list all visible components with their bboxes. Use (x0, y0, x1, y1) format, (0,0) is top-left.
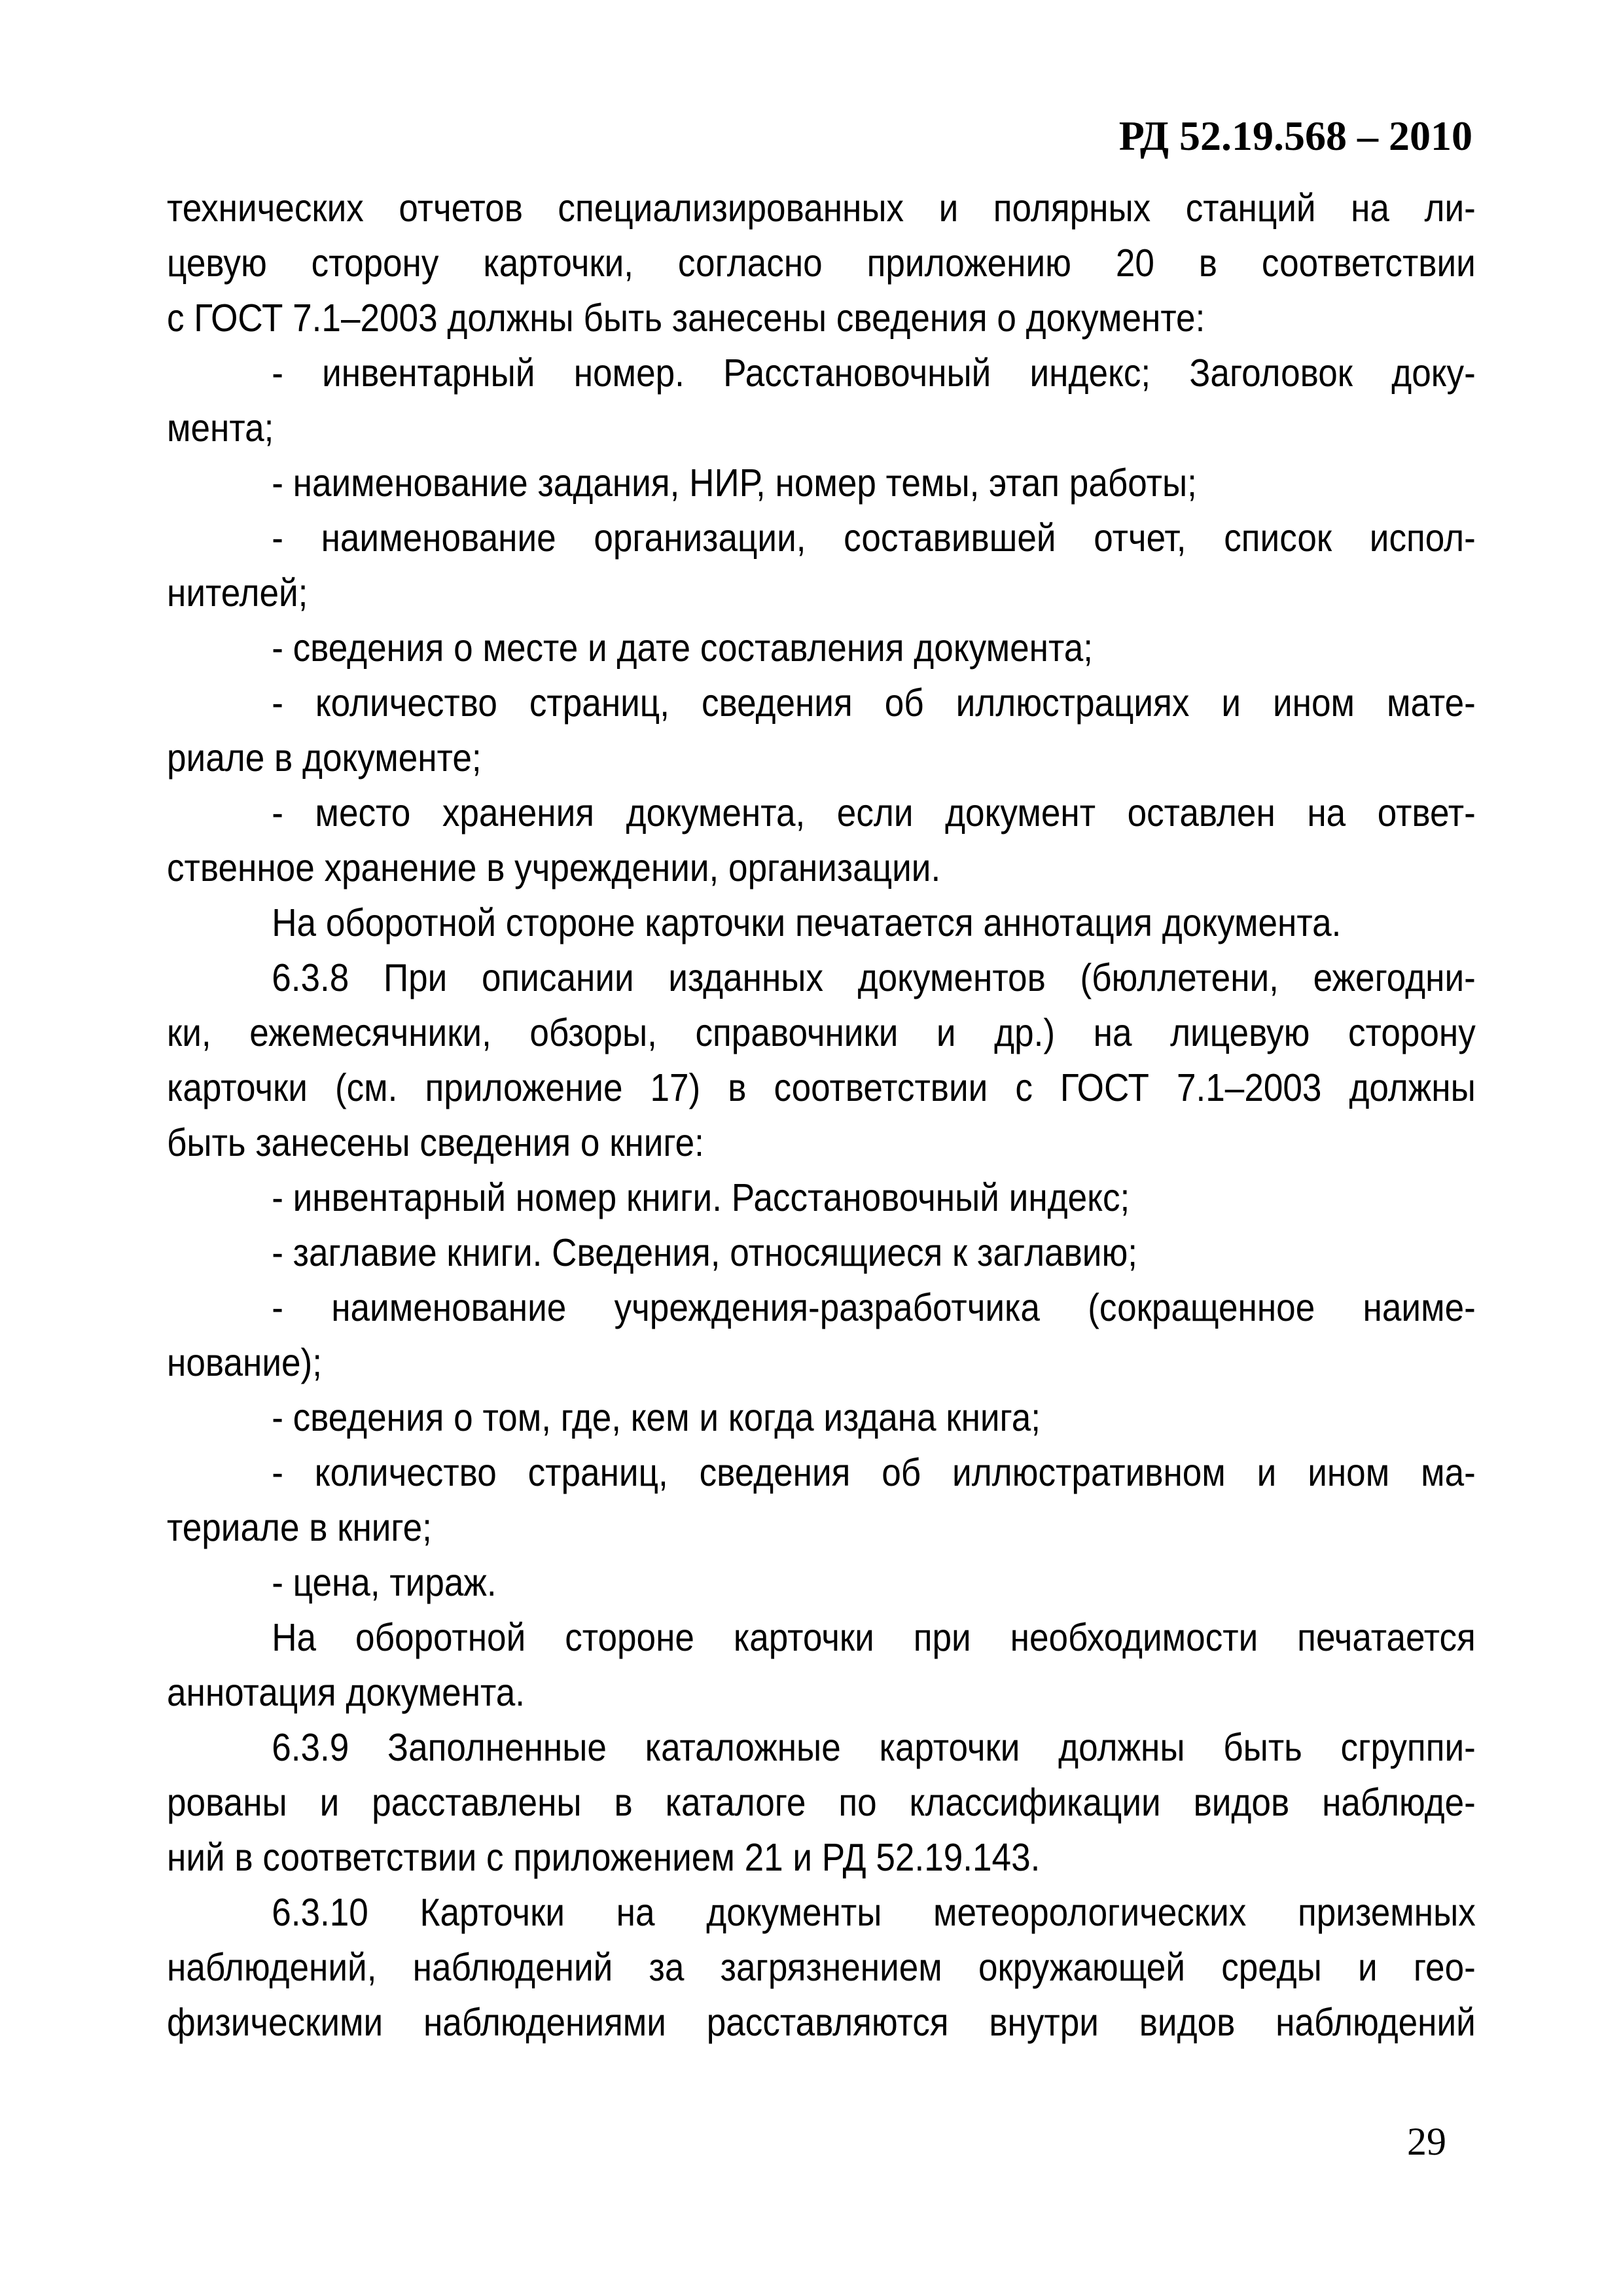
page-number: 29 (1407, 2120, 1446, 2163)
paragraph (167, 1170, 1476, 1225)
document-code-header: РД 52.19.568 – 2010 (1118, 113, 1472, 159)
paragraph-line: наблюдений, наблюдений за загрязнением окружающей среды и гео- (167, 1946, 1476, 1989)
paragraph-line: - количество страниц, сведения об иллюстративном и ином ма- (272, 1451, 1476, 1494)
paragraph-line: рованы и расставлены в каталоге по классификации видов наблюде- (167, 1781, 1476, 1824)
paragraph (167, 1610, 1476, 1720)
paragraph-line: технических отчетов специализированных и полярных станций на ли- (167, 187, 1476, 230)
paragraph-line: быть занесены сведения о книге: (167, 1121, 704, 1164)
paragraph (167, 511, 1476, 620)
paragraph-line: На оборотной стороне карточки печатается аннотация документа. (272, 901, 1342, 944)
paragraph-line: 6.3.8 При описании изданных документов (бюллетени, ежегодни- (272, 956, 1476, 999)
paragraph (167, 675, 1476, 785)
paragraph (167, 895, 1476, 950)
paragraph (167, 1280, 1476, 1390)
document-body (167, 181, 1476, 2050)
paragraph (167, 456, 1476, 511)
paragraph (167, 1720, 1476, 1885)
paragraph-line: - наименование организации, составившей отчет, список испол- (272, 516, 1476, 560)
paragraph (167, 346, 1476, 456)
paragraph-line: ки, ежемесячники, обзоры, справочники и др.) на лицевую сторону (167, 1011, 1476, 1054)
paragraph-line: нителей; (167, 571, 308, 615)
paragraph (167, 950, 1476, 1170)
paragraph (167, 785, 1476, 895)
paragraph (167, 620, 1476, 675)
paragraph (167, 1555, 1476, 1610)
paragraph-line: ственное хранение в учреждении, организации. (167, 846, 941, 889)
paragraph-line: физическими наблюдениями расставляются внутри видов наблюдений (167, 2001, 1476, 2044)
paragraph-line: 6.3.9 Заполненные каталожные карточки должны быть сгруппи- (272, 1726, 1476, 1769)
paragraph-line: териале в книге; (167, 1506, 432, 1549)
paragraph-line: - наименование учреждения-разработчика (сокращенное наиме- (272, 1286, 1476, 1329)
paragraph-line: с ГОСТ 7.1–2003 должны быть занесены сведения о документе: (167, 296, 1205, 340)
paragraph-line: ний в соответствии с приложением 21 и РД 52.19.143. (167, 1836, 1041, 1879)
paragraph-line: 6.3.10 Карточки на документы метеорологических приземных (272, 1891, 1476, 1934)
paragraph-line: - инвентарный номер книги. Расстановочный индекс; (272, 1176, 1130, 1219)
paragraph-line: - сведения о том, где, кем и когда издана книга; (272, 1396, 1041, 1439)
paragraph-line: - наименование задания, НИР, номер темы, этап работы; (272, 461, 1197, 505)
paragraph-line: нование); (167, 1341, 322, 1384)
paragraph-line: - место хранения документа, если документ оставлен на ответ- (272, 791, 1476, 834)
paragraph-line: карточки (см. приложение 17) в соответствии с ГОСТ 7.1–2003 должны (167, 1066, 1476, 1109)
paragraph-line: На оборотной стороне карточки при необходимости печатается (272, 1616, 1476, 1659)
paragraph-line: - заглавие книги. Сведения, относящиеся к заглавию; (272, 1231, 1138, 1274)
paragraph-line: - количество страниц, сведения об иллюстрациях и ином мате- (272, 681, 1476, 725)
paragraph-line: мента; (167, 406, 274, 450)
paragraph (167, 1390, 1476, 1445)
paragraph-line: - сведения о месте и дате составления документа; (272, 626, 1093, 670)
paragraph-line: риале в документе; (167, 736, 482, 780)
paragraph (167, 1885, 1476, 2050)
paragraph-line: аннотация документа. (167, 1671, 526, 1714)
paragraph (167, 181, 1476, 346)
paragraph-line: - цена, тираж. (272, 1561, 497, 1604)
paragraph-line: - инвентарный номер. Расстановочный индекс; Заголовок доку- (272, 351, 1476, 395)
paragraph-line: цевую сторону карточки, согласно приложению 20 в соответствии (167, 242, 1476, 285)
paragraph (167, 1225, 1476, 1280)
paragraph (167, 1445, 1476, 1555)
